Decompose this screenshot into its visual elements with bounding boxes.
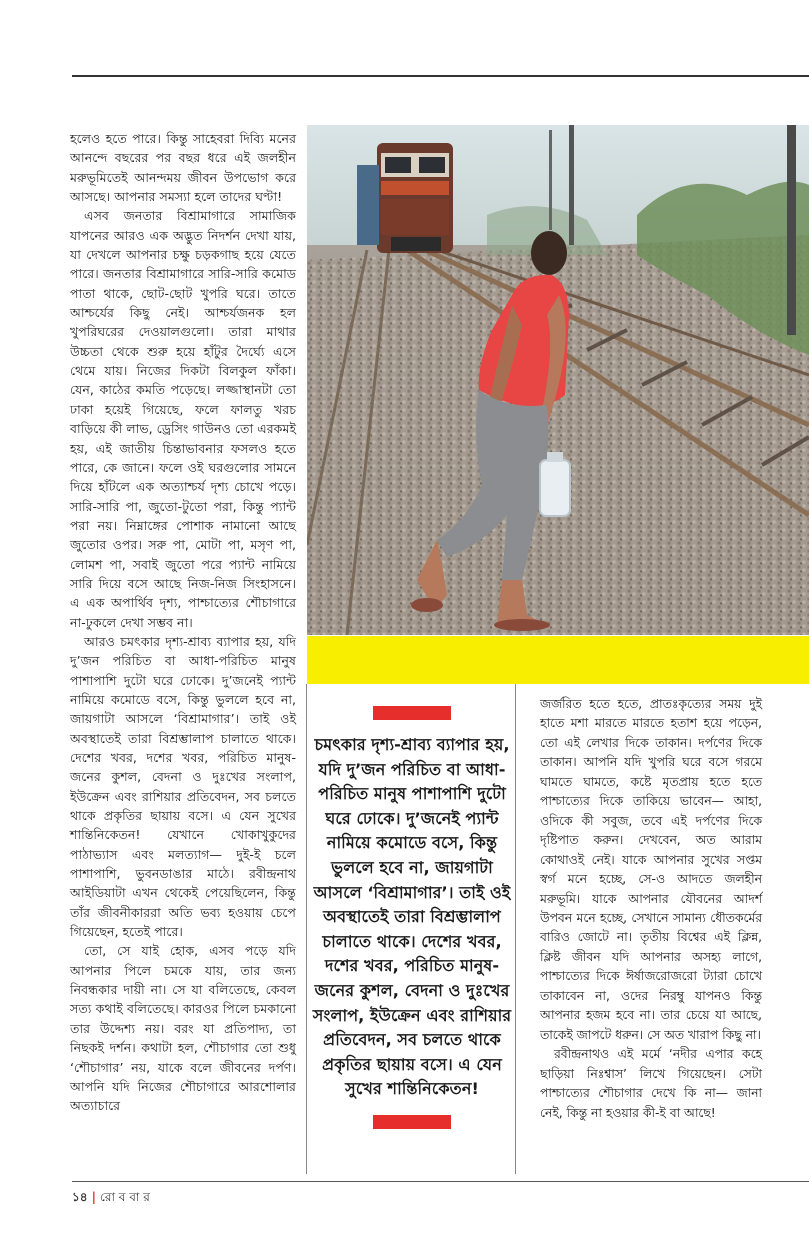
right-paragraph: জর্জরিত হতে হতে, প্রাতঃকৃত্যের সময় দুই হাতে মশা মারতে মারতে হতাশ হয়ে পড়েন, তো এই লেখার দিকে তাকান। দর্পণের দিকে তাকান। আপনি যদি খুপরি ঘরে বসে গরমে ঘামতে ঘামতে, কষ্টে মৃতপ্রায় হতে হতে পাশ্চাত্যের দিকে তাকিয়ে ভাবেন— আহা, ওদিকে কী সবুজ, তবে এই দর্পণের দিকে দৃষ্টিপাত করুন। দেখবেন, অত আরাম কোথাওই নেই। যাকে আপনার সুখের সপ্তম স্বর্গ মনে হচ্ছে, সে-ও আদতে জলহীন মরুভূমি। যাকে আপনার যৌবনের আদর্শ উপবন মনে হচ্ছে, সেখানে সামান্য ধৌতকর্মের বারিও জোটে না। তৃতীয় বিশ্বের এই ক্লিন্ন, ক্লিষ্ট জীবন যদি আপনার অসহ্য লাগে, পাশ্চাত্যের দিকে ঈর্ষাজরোজরো ট্যারা চোখে তাকাবেন না, ওদের নিরম্বু যাপনও কিন্তু আপনার হজম হবে না। তার চেয়ে যা আছে, তাকেই জাপটে ধরুন। সে অত খারাপ কিছু না।: [540, 697, 762, 1042]
column-divider: [515, 684, 516, 1174]
magazine-name: রো ব বা র: [99, 1190, 150, 1204]
left-paragraph: হলেও হতে পারে। কিন্তু সাহেবরা দিব্যি মনের আনন্দে বছরের পর বছর ধরে এই জলহীন মরুভূমিতেই আনন্দময় জীবন উপভোগ করে আসছে। আপনার সমস্যা হলে তাদের ঘণ্টা!: [70, 131, 296, 205]
yellow-band: [307, 636, 809, 684]
left-paragraph: এসব জনতার বিশ্রামাগারে সামাজিক যাপনের আরও এক অদ্ভুত নিদর্শন দেখা যায়, যা দেখলে আপনার চক্ষু চড়কগাছ হয়ে যেতে পারে। জনতার বিশ্রামাগারে সারি-সারি কমোড পাতা থাকে, ছোট-ছোট খুপরি ঘরে। তাতে আশ্চর্যের কিছু নেই। আশ্চর্যজনক হল খুপরিঘরের দেওয়ালগুলো। তারা মাথার উচ্চতা থেকে শুরু হয়ে হাঁটুর দৈর্ঘ্যে এসে থেমে যায়। নিজের দিকটা বিলকুল ফাঁকা। যেন, কাঠের কমতি পড়েছে। লজ্জাস্থানটা তো ঢাকা হয়েই গিয়েছে, ফলে ফালতু খরচ বাড়িয়ে কী লাভ, ড্রেসিং গাউনও তো এরকমই হয়, এই জাতীয় চিন্তাভাবনার ফসলও হতে পারে, কে জানে। ফলে ওই ঘরগুলোর সামনে দিয়ে হাঁটলে এক অত্যাশ্চর্য দৃশ্য চোখে পড়ে। সারি-সারি পা, জুতো-টুতো পরা, কিন্তু প্যান্ট পরা নয়। নিম্নাঙ্গের পোশাক নামানো আছে জুতোর ওপর। সরু পা, মোটা পা, মসৃণ পা, লোমশ পা, সবাই জুতো পরে প্যান্ট নামিয়ে সারি দিয়ে বসে আছে নিজ-নিজ সিংহাসনে। এ এক অপার্থিব দৃশ্য, পাশ্চাত্যের শৌচাগারে না-ঢুকলে দেখা সম্ভব না।: [70, 208, 296, 630]
pull-quote-text: চমৎকার দৃশ্য-শ্রাব্য ব্যাপার হয়, যদি দু’জন পরিচিত বা আধা-পরিচিত মানুষ পাশাপাশি দুটো ঘরে ঢোকে। দু’জনেই প্যান্ট নামিয়ে কমোডে বসে, কিন্তু ভুললে হবে না, জায়গাটা আসলে ‘বিশ্রামাগার’। তাই ওই অবস্থাতেই তারা বিশ্রম্ভালাপ চালাতে থাকে। দেশের খবর, দশের খবর, পরিচিত মানুষ-জনের কুশল, বেদনা ও দুঃখের সংলাপ, ইউক্রেন এবং রাশিয়ার প্রতিবেদন, সব চলতে থাকে প্রকৃতির ছায়ায় বসে। এ যেন সুখের শান্তিনিকেতন!: [312, 735, 512, 1099]
red-bar-bottom: [373, 1115, 451, 1129]
bottom-rule: [72, 1181, 809, 1182]
railway-photo: [307, 125, 809, 635]
page-footer: [72, 1189, 150, 1209]
right-paragraph: রবীন্দ্রনাথও এই মর্মে ‘নদীর এপার কহে ছাড়িয়া নিঃশ্বাস’ লিখে গিয়েছেন। সেটা পাশ্চাত্যের শৌচাগার দেখে কি না— জানা নেই, কিন্তু না হওয়ার কী-ই বা আছে!: [540, 1047, 762, 1120]
left-paragraph: আরও চমৎকার দৃশ্য-শ্রাব্য ব্যাপার হয়, যদি দু’জন পরিচিত বা আধা-পরিচিত মানুষ পাশাপাশি দুটো ঘরে ঢোকে। দু’জনেই প্যান্ট নামিয়ে কমোডে বসে, কিন্তু ভুললে হবে না, জায়গাটা আসলে ‘বিশ্রামাগার’। তাই ওই অবস্থাতেই তারা বিশ্রম্ভালাপ চালাতে থাকে। দেশের খবর, দশের খবর, পরিচিত মানুষ-জনের কুশল, বেদনা ও দুঃখের সংলাপ, ইউক্রেন এবং রাশিয়ার প্রতিবেদন, সব চলতে থাকে প্রকৃতির ছায়ায় বসে। এ যেন সুখের শান্তিনিকেতন! যেখানে খোকাখুকুদের পাঠাভ্যাস এবং মলত্যাগ— দুই-ই চলে পাশাপাশি, ভুবনডাঙার মাঠে। রবীন্দ্রনাথ আইডিয়াটা এখন থেকেই পেয়েছিলেন, কিন্তু তাঁর জীবনীকাররা অতি ভব্য হওয়ায় চেপে গিয়েছেন, হতেই পারে।: [70, 633, 296, 940]
page-number: ১৪: [72, 1190, 88, 1204]
pull-quote: [311, 706, 513, 1129]
column-divider: [306, 684, 307, 1174]
top-rule: [72, 75, 809, 77]
left-paragraph: তো, সে যাই হোক, এসব পড়ে যদি আপনার পিলে চমকে যায়, তার জন্য নিবন্ধকার দায়ী না। সে যা বলিতেছে, কেবল সত্য কথাই বলিতেছে। কারওর পিলে চমকানো তার উদ্দেশ্য নয়। বরং যা প্রতিপাদ্য, তা নিছকই দর্শন। কথাটা হল, শৌচাগার তো শুধু ‘শৌচাগার’ নয়, যাকে বলে জীবনের দর্পণ। আপনি যদি নিজের শৌচাগারে আরশোলার অত্যাচারে: [70, 943, 296, 1114]
left-column: [70, 129, 296, 1116]
footer-separator: |: [91, 1190, 96, 1204]
right-column: [540, 695, 762, 1123]
red-bar-top: [373, 706, 451, 720]
